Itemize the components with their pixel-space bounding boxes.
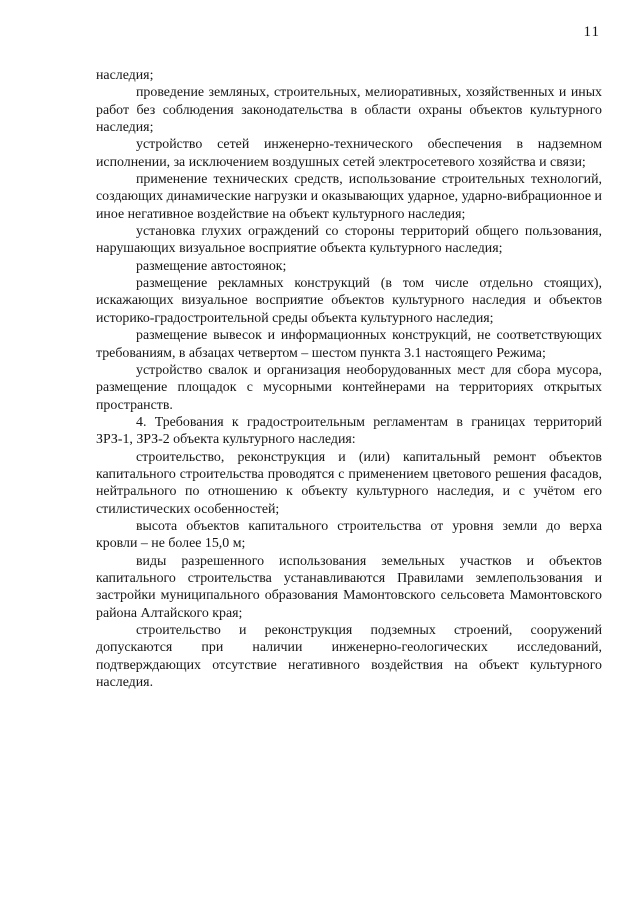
paragraph: размещение вывесок и информационных конструкций, не соответствующих требованиям, в абзацах четвертом – шестом пункта 3.1 настоящего Режима; [96, 328, 602, 361]
paragraph: установка глухих ограждений со стороны территорий общего пользования, нарушающих визуальное восприятие объекта культурного наследия; [96, 224, 602, 257]
paragraph: высота объектов капитального строительства от уровня земли до верха кровли – не более 15,0 м; [96, 518, 602, 552]
document-body [96, 67, 602, 691]
paragraph: наследия; [96, 68, 154, 83]
paragraph: виды разрешенного использования земельных участков и объектов капитального строительства устанавливаются Правилами землепользования и застройки муниципального образования Мамонтовского сельсовета Мамонтовского района Алтайского края; [96, 553, 602, 621]
paragraph: устройство свалок и организация необорудованных мест для сбора мусора, размещение площадок с мусорными контейнерами на территориях открытых пространств. [96, 362, 602, 413]
paragraph: устройство сетей инженерно-технического обеспечения в надземном исполнении, за исключением воздушных сетей электросетевого хозяйства и связи; [96, 137, 602, 170]
paragraph: проведение земляных, строительных, мелиоративных, хозяйственных и иных работ без соблюдения законодательства в области охраны объектов культурного наследия; [96, 85, 602, 136]
paragraph: строительство и реконструкция подземных строений, сооружений допускаются при наличии инженерно-геологических исследований, подтверждающих отсутствие негативного воздействия на объект культурного наследия. [96, 623, 602, 691]
paragraph: размещение автостоянок; [136, 258, 287, 274]
paragraph: размещение рекламных конструкций (в том числе отдельно стоящих), искажающих визуальное восприятие объектов культурного наследия и объектов историко-градостроительной среды объекта культурного наследия; [96, 276, 602, 326]
page-number: 11 [583, 24, 600, 40]
paragraph: 4. Требования к градостроительным регламентам в границах территорий ЗРЗ-1, ЗРЗ-2 объекта культурного наследия: [96, 414, 602, 448]
paragraph: строительство, реконструкция и (или) капитальный ремонт объектов капитального строительства проводятся с применением цветового решения фасадов, нейтрального по отношению к объекту культурного наследия, и с учётом его стилистических особенностей; [96, 449, 602, 517]
paragraph: применение технических средств, использование строительных технологий, создающих динамические нагрузки и оказывающих ударное, ударно-вибрационное и иное негативное воздействие на объект культурного наследия; [96, 172, 602, 222]
